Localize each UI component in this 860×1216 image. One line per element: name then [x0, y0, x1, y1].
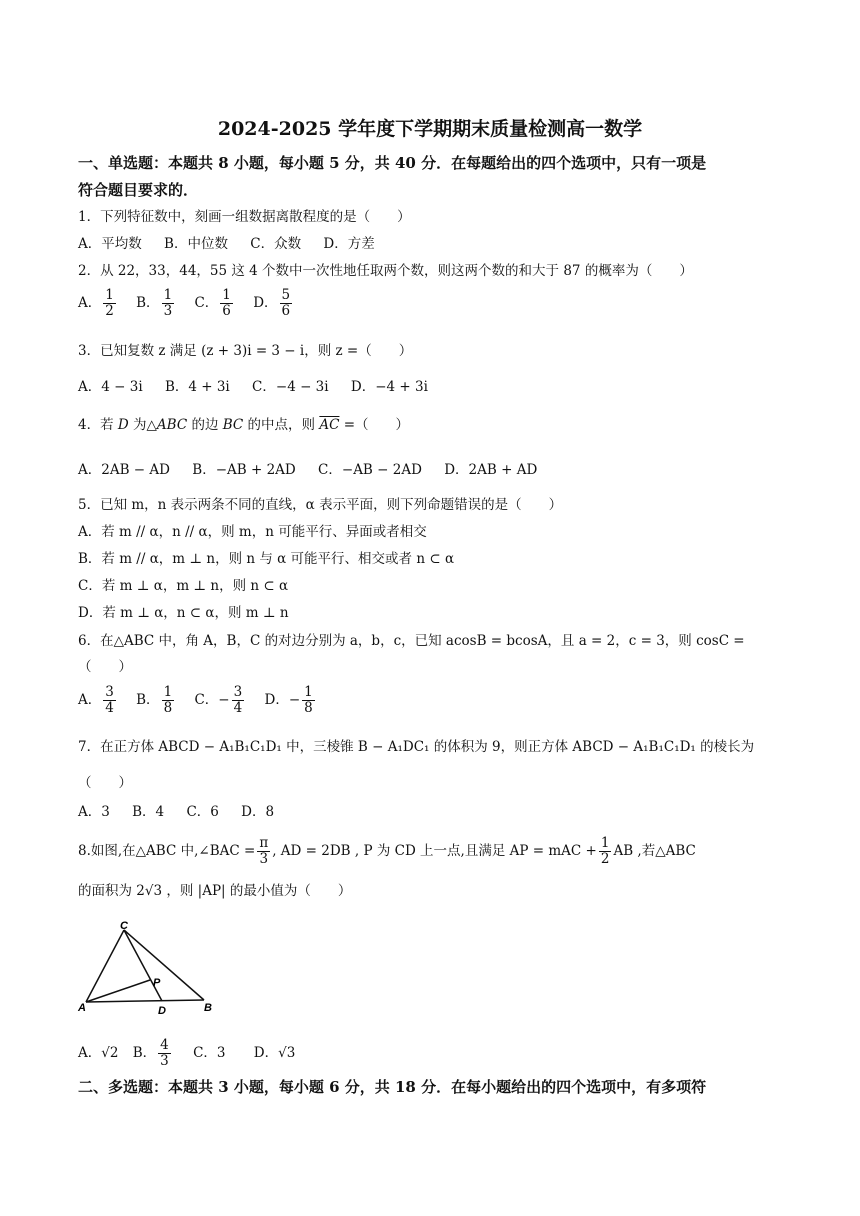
q5-option-a: A．若 m // α，n // α，则 m，n 可能平行、异面或者相交 [78, 524, 427, 540]
q4-stem-part: 4．若 [78, 417, 118, 433]
section1-heading-line2: 符合题目要求的． [78, 181, 199, 199]
q6-option-c-fraction [232, 685, 245, 716]
figure-label-d: D [158, 1005, 166, 1017]
q6-c-num: 3 [233, 684, 243, 700]
q2-option-a-label: A． [78, 295, 102, 311]
q8-option-b-fraction [158, 1038, 171, 1069]
q4-vector-ac: $\overline{AC}$ [319, 417, 340, 433]
q6-option-c-label: C．− [194, 692, 230, 708]
q1-option-c: C．众数 [250, 236, 302, 252]
q6-option-a-fraction [103, 685, 116, 716]
section2-heading-line1: 二、多选题：本题共 3 小题，每小题 6 分，共 18 分．在每小题给出的四个选项中，有多项符 [78, 1078, 707, 1096]
q2-option-c-label: C． [194, 295, 219, 311]
q2-a-den: 2 [105, 303, 114, 319]
q8-options [78, 1038, 295, 1069]
q4-side: BC [222, 417, 244, 433]
q8-half-fraction [599, 836, 612, 867]
q6-d-den: 8 [304, 700, 313, 716]
q2-b-den: 3 [163, 303, 173, 319]
q3-options [78, 378, 446, 396]
figure-label-b: B [204, 1002, 212, 1014]
figure-label-a: A [78, 1002, 86, 1014]
q6-option-d-label: D．− [264, 692, 301, 708]
q2-option-a-fraction [103, 288, 116, 319]
q4-option-b: B．−AB + 2AD [192, 462, 296, 478]
q6-option-b-label: B． [136, 692, 160, 708]
side-ab [86, 1000, 204, 1002]
figure-label-c: C [120, 920, 128, 932]
q1-options [78, 235, 393, 253]
q1-option-d: D．方差 [323, 236, 375, 252]
q8-angle-fraction [257, 836, 270, 867]
q6-option-a-label: A． [78, 692, 102, 708]
side-cb [124, 930, 204, 1000]
segment-cd [124, 930, 162, 1001]
q2-b-num: 1 [163, 287, 173, 303]
q3-option-d: D．−4 + 3i [350, 379, 428, 395]
triangle-figure [76, 920, 226, 1020]
q7-option-b: B．4 [132, 804, 165, 820]
q1-option-b: B．中位数 [164, 236, 228, 252]
q2-option-b-label: B． [136, 295, 160, 311]
q5-option-d: D．若 m ⊥ α，n ⊂ α，则 m ⊥ n [78, 605, 289, 621]
q8-stem [78, 836, 696, 867]
q4-option-a: A．2AB − AD [78, 462, 170, 478]
q2-option-d-label: D． [253, 295, 278, 311]
q3-option-b: B．4 + 3i [164, 379, 230, 395]
q6-answer-paren: （ ） [78, 659, 132, 675]
q7-option-c: C．6 [186, 804, 219, 820]
q8-stem-line2: 的面积为 2√3 ，则 |AP| 的最小值为（ ） [78, 883, 352, 899]
q8-b-den: 3 [160, 1053, 169, 1069]
q6-c-den: 4 [233, 700, 243, 716]
q8-option-d: D．√3 [253, 1045, 296, 1061]
q4-triangle: ABC [156, 417, 188, 433]
q7-options [78, 803, 292, 821]
q4-option-d: D．2AB + AD [444, 462, 538, 478]
q8-half-num: 1 [600, 835, 610, 851]
q2-c-num: 1 [222, 287, 231, 303]
q7-option-a: A．3 [78, 804, 110, 820]
q6-a-num: 3 [105, 684, 114, 700]
q2-option-d-fraction [280, 288, 293, 319]
q8-option-c: C．3 [193, 1045, 226, 1061]
q3-stem: 3．已知复数 z 满足 (z + 3)i = 3 − i，则 z =（ ） [78, 343, 413, 359]
q7-answer-paren: （ ） [78, 775, 132, 791]
q4-stem-part: 的边 [187, 417, 223, 433]
q4-stem-part: =（ ） [339, 417, 410, 433]
q8-three: 3 [259, 851, 269, 867]
q6-d-num: 1 [304, 684, 313, 700]
q5-option-c: C．若 m ⊥ α，m ⊥ n，则 n ⊂ α [78, 578, 289, 594]
q6-option-b-fraction [162, 685, 175, 716]
q2-c-den: 6 [222, 303, 231, 319]
q8-stem-part: AB ,若△ABC [613, 843, 696, 859]
q4-stem [78, 416, 409, 434]
q3-option-c: C．−4 − 3i [252, 379, 329, 395]
q4-stem-part: 的中点，则 [243, 417, 320, 433]
q4-stem-part: 为△ [128, 417, 157, 433]
q2-stem: 2．从 22，33，44，55 这 4 个数中一次性地任取两个数，则这两个数的和大于 87 的概率为（ ） [78, 263, 693, 279]
q2-a-num: 1 [105, 287, 114, 303]
q6-b-den: 8 [163, 700, 173, 716]
q5-stem: 5．已知 m，n 表示两条不同的直线，α 表示平面，则下列命题错误的是（ ） [78, 497, 563, 513]
q6-a-den: 4 [105, 700, 114, 716]
q8-b-num: 4 [160, 1037, 169, 1053]
q2-options [78, 288, 294, 319]
q7-option-d: D．8 [241, 804, 275, 820]
figure-label-p: P [153, 977, 161, 989]
q5-option-b: B．若 m // α，m ⊥ n，则 n 与 α 可能平行、相交或者 n ⊂ α [78, 551, 455, 567]
q6-stem: 6．在△ABC 中，角 A，B，C 的对边分别为 a，b，c，已知 acosB = bcosA，且 a = 2，c = 3，则 cosC = [78, 633, 745, 649]
q2-d-num: 5 [281, 287, 291, 303]
q1-stem: 1．下列特征数中，刻画一组数据离散程度的是（ ） [78, 209, 411, 225]
q6-option-d-fraction [302, 685, 315, 716]
section1-heading-line1: 一、单选题：本题共 8 小题，每小题 5 分，共 40 分．在每题给出的四个选项中，只有一项是 [78, 154, 707, 172]
q8-half-den: 2 [600, 851, 610, 867]
q8-stem-part: 8.如图,在△ABC 中,∠BAC = [78, 843, 256, 859]
q8-option-a: A．√2 [78, 1045, 119, 1061]
page-title: 2024-2025 学年度下学期期末质量检测高一数学 [217, 118, 643, 140]
q2-d-den: 6 [281, 303, 291, 319]
q3-option-a: A．4 − 3i [78, 379, 143, 395]
q2-option-c-fraction [220, 288, 233, 319]
q4-point-d: D [117, 417, 129, 433]
q6-b-num: 1 [163, 684, 173, 700]
q2-option-b-fraction [162, 288, 175, 319]
q8-option-b-label: B． [132, 1045, 157, 1061]
q8-stem-part: , AD = 2DB , P 为 CD 上一点,且满足 AP = mAC + [272, 843, 597, 859]
q4-options [78, 461, 555, 479]
q6-options [78, 685, 317, 716]
q4-option-c: C．−AB − 2AD [318, 462, 422, 478]
q1-option-a: A．平均数 [78, 236, 142, 252]
q7-stem: 7．在正方体 ABCD − A₁B₁C₁D₁ 中，三棱锥 B − A₁DC₁ 的体积为 9，则正方体 ABCD − A₁B₁C₁D₁ 的棱长为 [78, 739, 755, 755]
q8-pi: π [259, 835, 269, 851]
